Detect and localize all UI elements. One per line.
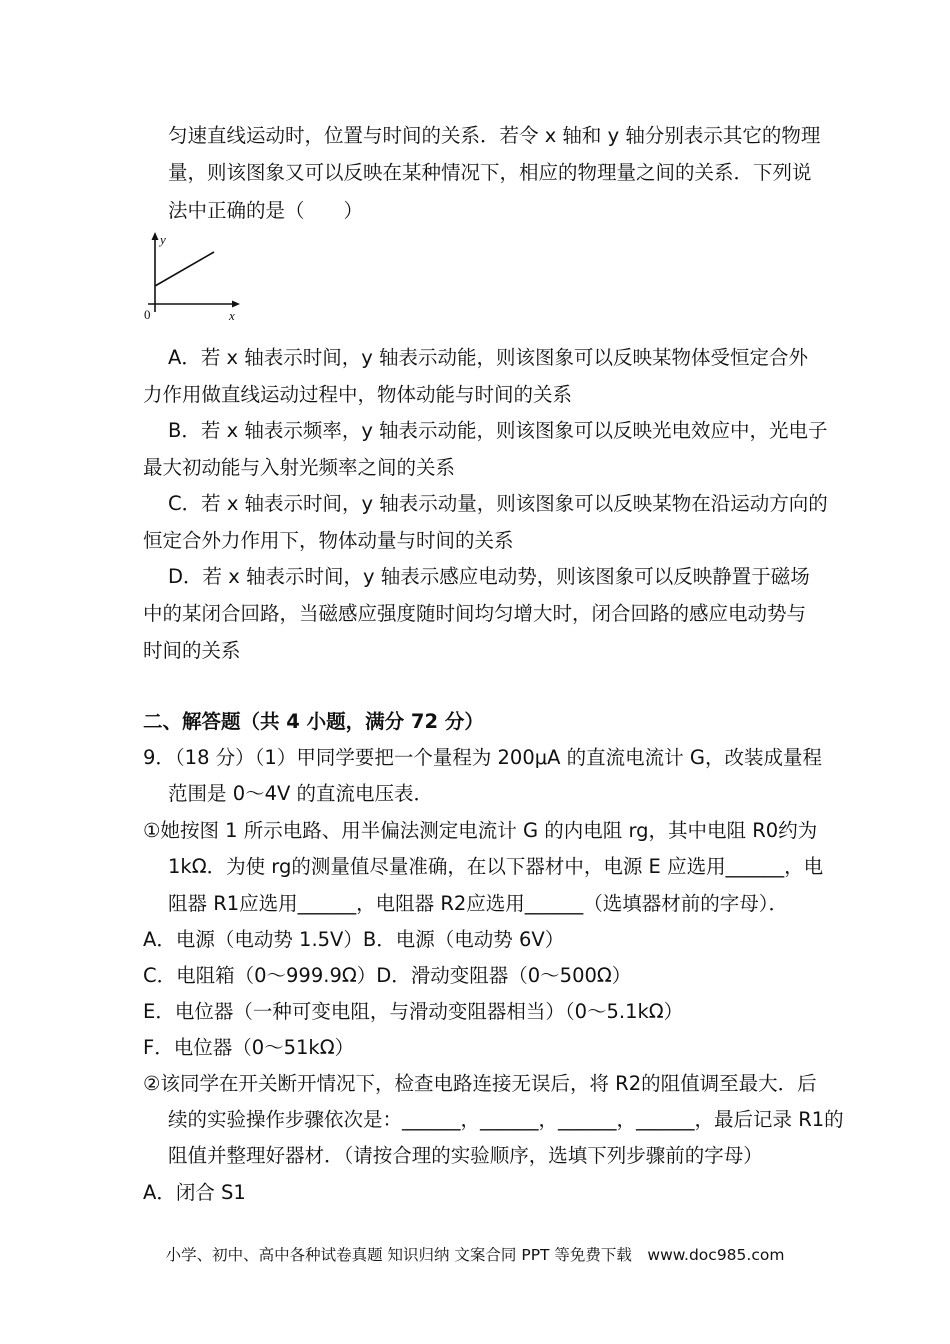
- y-axis-arrow: [152, 232, 159, 240]
- q8-option-d-line-3: 时间的关系: [143, 639, 241, 662]
- q8-option-b-line-1: B．若 x 轴表示频率，y 轴表示动能，则该图象可以反映光电效应中，光电子: [168, 419, 828, 442]
- data-line: [155, 252, 214, 286]
- origin-label: 0: [144, 307, 151, 322]
- page-footer: 小学、初中、高中各种试卷真题 知识归纳 文案合同 PPT 等免费下载 www.doc985.com: [165, 1246, 785, 1264]
- q9-line-step-2: 续的实验操作步骤依次是：______，______，______，______，最后记录 R1的: [168, 1108, 844, 1131]
- x-axis-arrow: [232, 301, 240, 308]
- q9-line-3: ①她按图 1 所示电路、用半偏法测定电流计 G 的内电阻 rg，其中电阻 R0约为: [143, 819, 818, 842]
- q9-choice-cd: C．电阻箱（0～999.9Ω）D．滑动变阻器（0～500Ω）: [143, 964, 632, 987]
- q9-choice-ab: A．电源（电动势 1.5V）B．电源（电动势 6V）: [143, 928, 565, 951]
- q8-option-a-line-2: 力作用做直线运动过程中，物体动能与时间的关系: [143, 383, 573, 406]
- q9-line-5: 阻器 R1应选用______，电阻器 R2应选用______（选填器材前的字母）．: [168, 892, 789, 915]
- q8-stem-line-2: 量，则该图象又可以反映在某种情况下，相应的物理量之间的关系．下列说: [168, 161, 812, 184]
- q8-option-b-line-2: 最大初动能与入射光频率之间的关系: [143, 456, 456, 479]
- q9-line-1: 9．（18 分）（1）甲同学要把一个量程为 200μA 的直流电流计 G，改装成量程: [143, 746, 822, 769]
- q9-line-2: 范围是 0～4V 的直流电压表．: [168, 782, 434, 805]
- q9-line-4: 1kΩ．为使 rg的测量值尽量准确，在以下器材中，电源 E 应选用______，电: [168, 855, 824, 878]
- q9-step-a: A．闭合 S1: [143, 1181, 246, 1204]
- q9-line-step-1: ②该同学在开关断开情况下，检查电路连接无误后，将 R2的阻值调至最大．后: [143, 1072, 817, 1095]
- q9-line-step-3: 阻值并整理好器材．（请按合理的实验顺序，选填下列步骤前的字母）: [168, 1144, 763, 1167]
- q8-option-c-line-2: 恒定合外力作用下，物体动量与时间的关系: [143, 529, 514, 552]
- q9-choice-e: E．电位器（一种可变电阻，与滑动变阻器相当）（0～5.1kΩ）: [143, 1000, 684, 1023]
- q9-choice-f: F．电位器（0～51kΩ）: [143, 1036, 355, 1059]
- q8-option-c-line-1: C．若 x 轴表示时间，y 轴表示动量，则该图象可以反映某物在沿运动方向的: [168, 492, 828, 515]
- q8-option-d-line-1: D．若 x 轴表示时间，y 轴表示感应电动势，则该图象可以反映静置于磁场: [168, 565, 810, 588]
- q8-option-d-line-2: 中的某闭合回路，当磁感应强度随时间均匀增大时，闭合回路的感应电动势与: [143, 602, 807, 625]
- y-axis-label: y: [160, 232, 166, 247]
- q8-stem-line-1: 匀速直线运动时，位置与时间的关系．若令 x 轴和 y 轴分别表示其它的物理: [168, 124, 821, 147]
- q8-option-a-line-1: A．若 x 轴表示时间，y 轴表示动能，则该图象可以反映某物体受恒定合外: [168, 346, 809, 369]
- q8-stem-line-3: 法中正确的是（ ）: [168, 199, 364, 222]
- q8-graph: [138, 228, 248, 323]
- section-heading: 二、解答题（共 4 小题，满分 72 分）: [143, 710, 484, 733]
- x-axis-label: x: [229, 308, 235, 323]
